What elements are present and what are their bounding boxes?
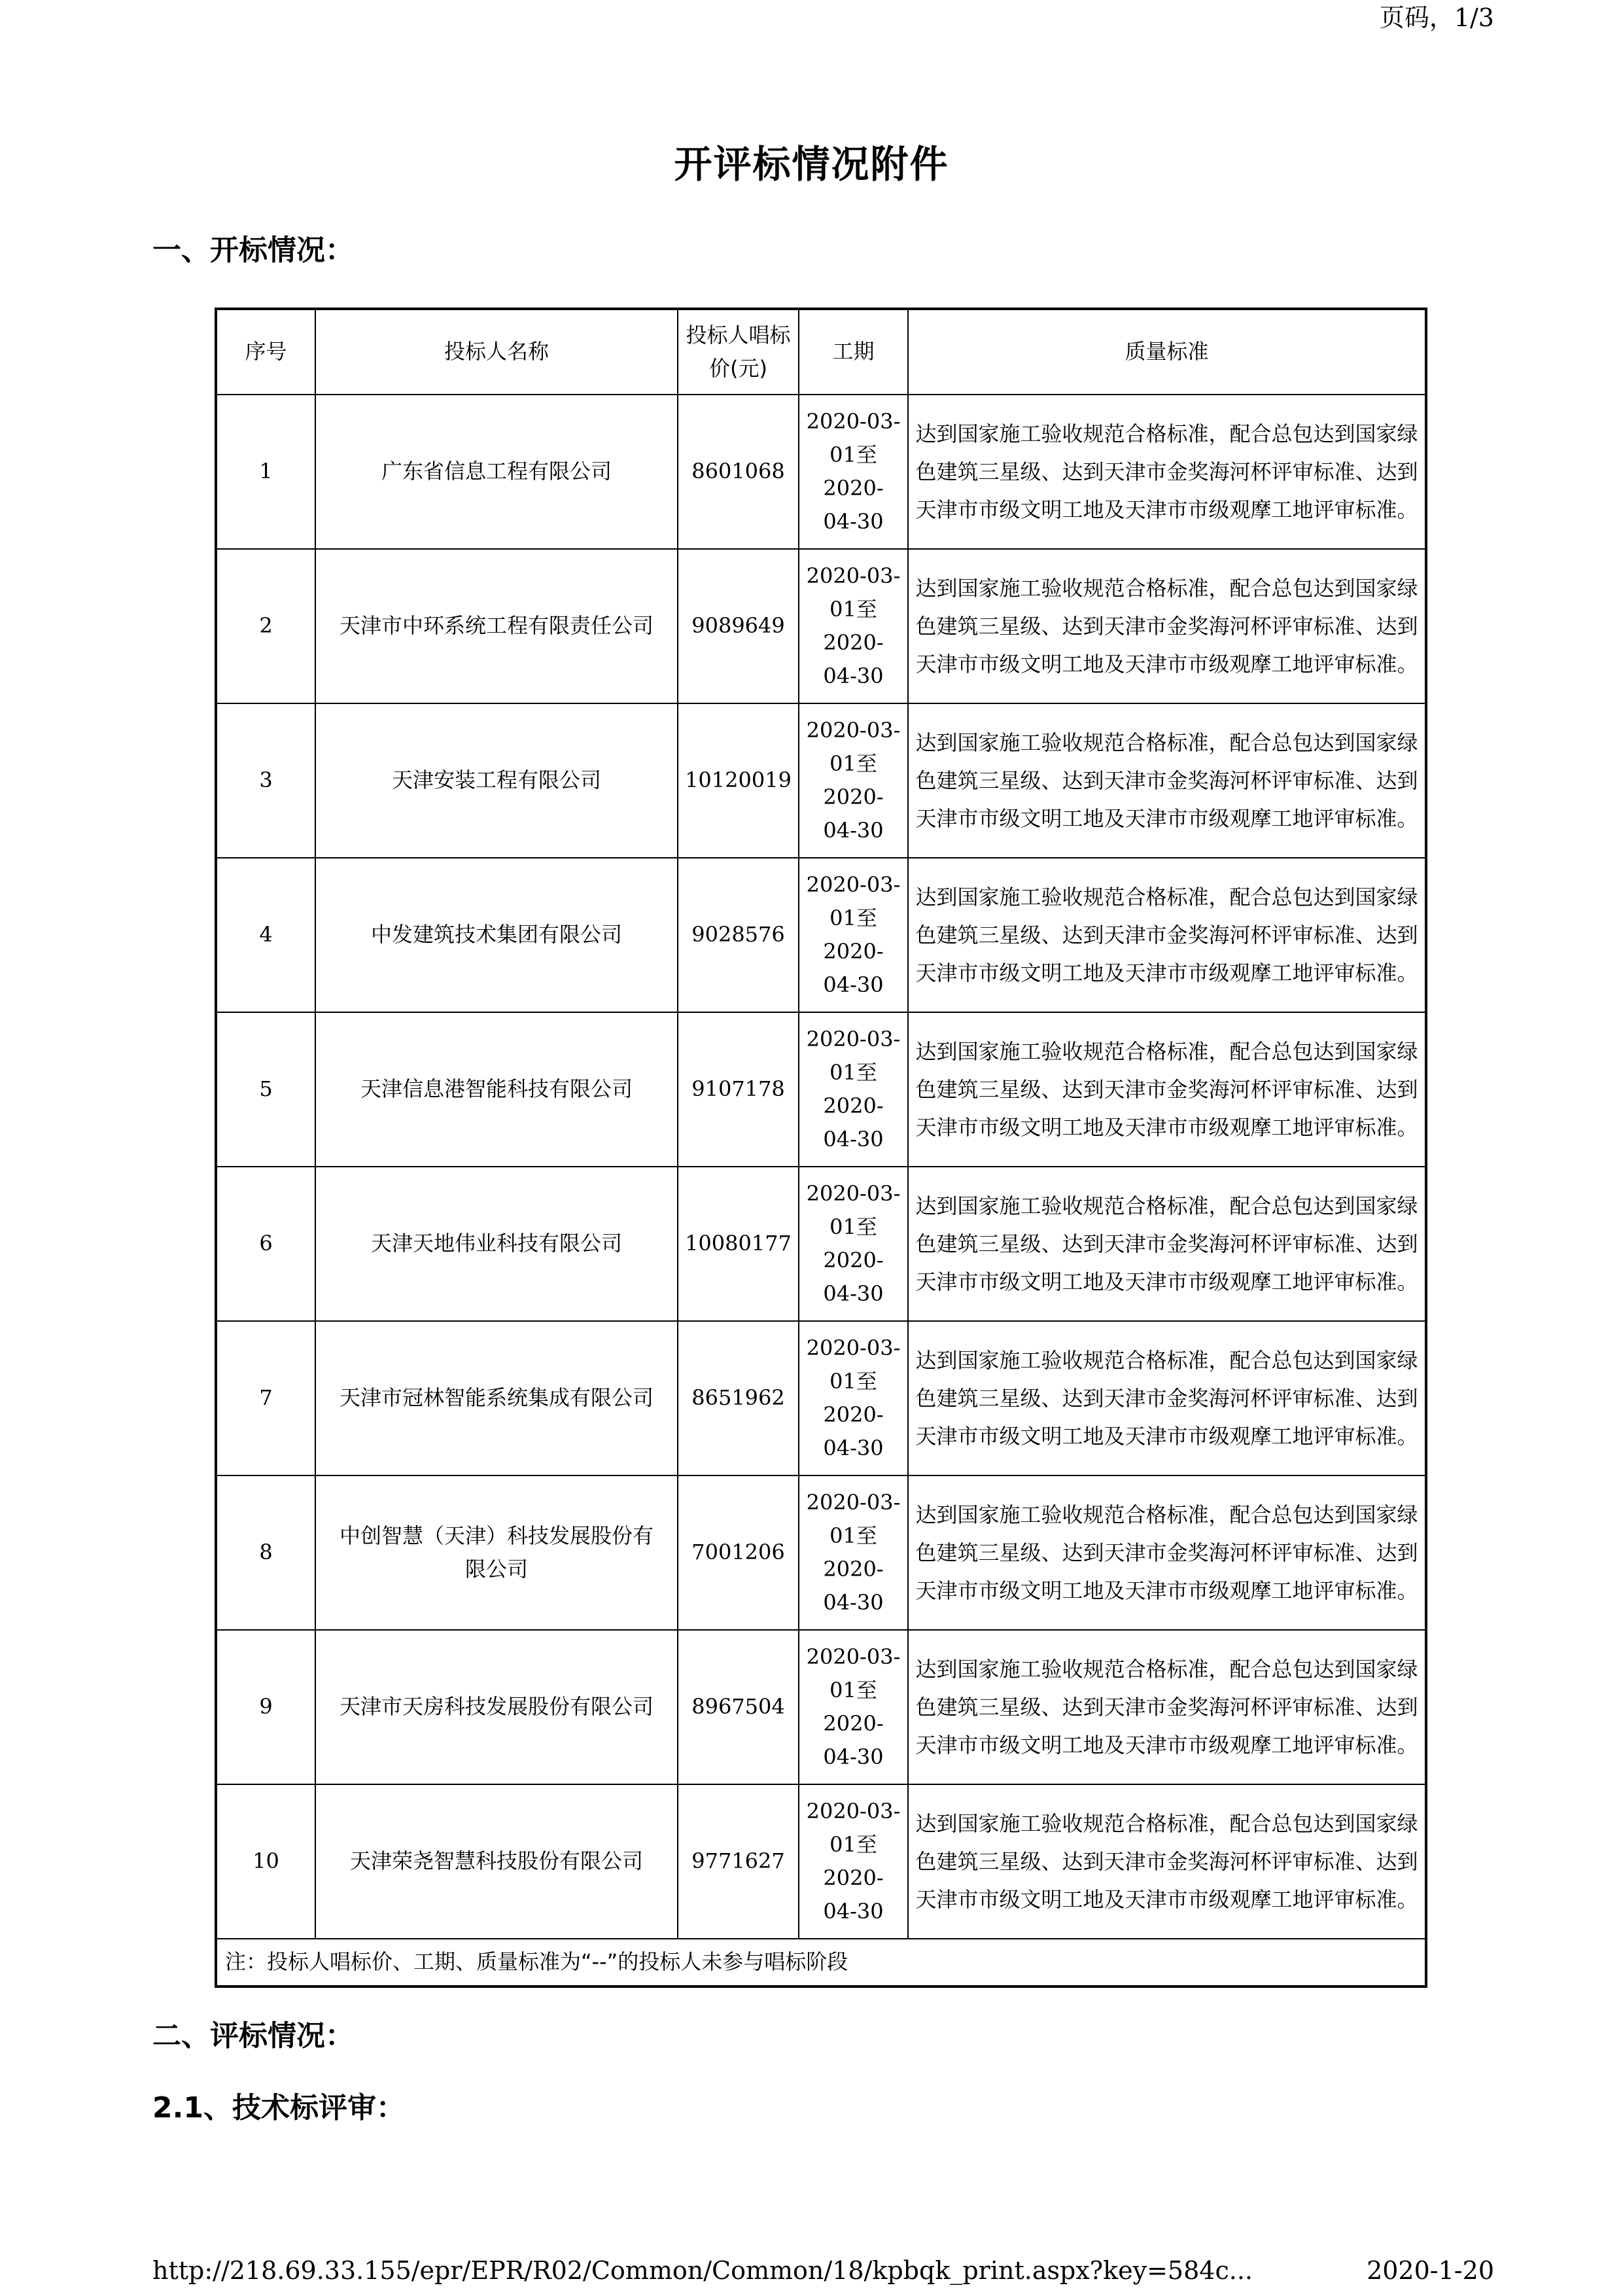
section-heading-technical-review: 2.1、技术标评审： bbox=[152, 2091, 405, 2125]
document-title: 开评标情况附件 bbox=[674, 142, 949, 186]
cell-duration-line1: 2020-03- bbox=[806, 1026, 901, 1051]
cell-bidder bbox=[315, 858, 678, 1012]
cell-duration-line2: 01至2020- bbox=[823, 905, 884, 964]
column-header-bidder: 投标人名称 bbox=[315, 309, 678, 395]
cell-bidder bbox=[315, 1167, 678, 1321]
cell-quality: 达到国家施工验收规范合格标准，配合总包达到国家绿色建筑三星级、达到天津市金奖海河杯评审标准、达到天津市市级文明工地及天津市市级观摩工地评审标准。 bbox=[908, 703, 1426, 858]
cell-bidder-line1: 广东省信息工程有限公司 bbox=[381, 459, 612, 484]
cell-seq: 3 bbox=[216, 703, 315, 858]
column-header-price-line2: 价(元) bbox=[709, 356, 767, 381]
cell-duration-line1: 2020-03- bbox=[806, 1644, 901, 1669]
table-note: 注：投标人唱标价、工期、质量标准为“--”的投标人未参与唱标阶段 bbox=[216, 1939, 1426, 1987]
cell-quality: 达到国家施工验收规范合格标准，配合总包达到国家绿色建筑三星级、达到天津市金奖海河杯评审标准、达到天津市市级文明工地及天津市市级观摩工地评审标准。 bbox=[908, 1475, 1426, 1630]
cell-duration bbox=[799, 1321, 908, 1475]
cell-bidder bbox=[315, 1321, 678, 1475]
cell-price: 9107178 bbox=[678, 1012, 799, 1167]
cell-seq: 6 bbox=[216, 1167, 315, 1321]
table-row bbox=[216, 1630, 1426, 1784]
cell-duration-line3: 04-30 bbox=[823, 663, 884, 689]
table-row bbox=[216, 1012, 1426, 1167]
cell-seq: 5 bbox=[216, 1012, 315, 1167]
cell-bidder-line1: 天津信息港智能科技有限公司 bbox=[360, 1076, 633, 1102]
cell-seq: 9 bbox=[216, 1630, 315, 1784]
cell-quality: 达到国家施工验收规范合格标准，配合总包达到国家绿色建筑三星级、达到天津市金奖海河杯评审标准、达到天津市市级文明工地及天津市市级观摩工地评审标准。 bbox=[908, 1167, 1426, 1321]
cell-duration bbox=[799, 549, 908, 703]
cell-duration bbox=[799, 1475, 908, 1630]
cell-duration-line1: 2020-03- bbox=[806, 1798, 901, 1824]
cell-duration-line2: 01至2020- bbox=[823, 1368, 884, 1427]
cell-bidder-line1: 天津天地伟业科技有限公司 bbox=[370, 1231, 622, 1256]
cell-duration bbox=[799, 395, 908, 549]
cell-bidder bbox=[315, 1475, 678, 1630]
cell-quality: 达到国家施工验收规范合格标准，配合总包达到国家绿色建筑三星级、达到天津市金奖海河杯评审标准、达到天津市市级文明工地及天津市市级观摩工地评审标准。 bbox=[908, 395, 1426, 549]
cell-duration bbox=[799, 703, 908, 858]
cell-duration bbox=[799, 1630, 908, 1784]
cell-bidder-line1: 中创智慧（天津）科技发展股份有 bbox=[339, 1523, 654, 1548]
column-header-seq: 序号 bbox=[216, 309, 315, 395]
cell-duration-line2: 01至2020- bbox=[823, 1677, 884, 1736]
cell-duration-line1: 2020-03- bbox=[806, 1335, 901, 1360]
table-row bbox=[216, 395, 1426, 549]
cell-quality: 达到国家施工验收规范合格标准，配合总包达到国家绿色建筑三星级、达到天津市金奖海河杯评审标准、达到天津市市级文明工地及天津市市级观摩工地评审标准。 bbox=[908, 858, 1426, 1012]
cell-duration-line3: 04-30 bbox=[823, 1281, 884, 1307]
cell-bidder bbox=[315, 703, 678, 858]
cell-quality: 达到国家施工验收规范合格标准，配合总包达到国家绿色建筑三星级、达到天津市金奖海河杯评审标准、达到天津市市级文明工地及天津市市级观摩工地评审标准。 bbox=[908, 1784, 1426, 1939]
table-header-row bbox=[216, 309, 1426, 395]
cell-duration bbox=[799, 1012, 908, 1167]
cell-duration-line1: 2020-03- bbox=[806, 563, 901, 588]
table-row bbox=[216, 549, 1426, 703]
cell-duration-line3: 04-30 bbox=[823, 1436, 884, 1461]
cell-duration bbox=[799, 858, 908, 1012]
cell-duration bbox=[799, 1784, 908, 1939]
cell-quality: 达到国家施工验收规范合格标准，配合总包达到国家绿色建筑三星级、达到天津市金奖海河杯评审标准、达到天津市市级文明工地及天津市市级观摩工地评审标准。 bbox=[908, 1012, 1426, 1167]
cell-bidder-line1: 天津安装工程有限公司 bbox=[391, 768, 601, 793]
cell-bidder bbox=[315, 1784, 678, 1939]
cell-price: 9771627 bbox=[678, 1784, 799, 1939]
cell-bidder-line1: 天津荣尧智慧科技股份有限公司 bbox=[349, 1848, 643, 1874]
table-row bbox=[216, 858, 1426, 1012]
cell-duration-line2: 01至2020- bbox=[823, 1523, 884, 1581]
cell-duration-line2: 01至2020- bbox=[823, 596, 884, 655]
cell-duration-line2: 01至2020- bbox=[823, 1059, 884, 1118]
cell-duration-line1: 2020-03- bbox=[806, 717, 901, 743]
cell-quality: 达到国家施工验收规范合格标准，配合总包达到国家绿色建筑三星级、达到天津市金奖海河杯评审标准、达到天津市市级文明工地及天津市市级观摩工地评审标准。 bbox=[908, 1630, 1426, 1784]
cell-seq: 8 bbox=[216, 1475, 315, 1630]
cell-seq: 2 bbox=[216, 549, 315, 703]
cell-seq: 10 bbox=[216, 1784, 315, 1939]
page-number: 页码，1/3 bbox=[1379, 3, 1494, 32]
cell-price: 10080177 bbox=[678, 1167, 799, 1321]
table-row bbox=[216, 1784, 1426, 1939]
cell-duration-line1: 2020-03- bbox=[806, 1180, 901, 1206]
cell-bidder-line1: 天津市天房科技发展股份有限公司 bbox=[339, 1694, 654, 1720]
cell-duration-line3: 04-30 bbox=[823, 509, 884, 535]
cell-quality: 达到国家施工验收规范合格标准，配合总包达到国家绿色建筑三星级、达到天津市金奖海河杯评审标准、达到天津市市级文明工地及天津市市级观摩工地评审标准。 bbox=[908, 549, 1426, 703]
cell-seq: 1 bbox=[216, 395, 315, 549]
cell-bidder bbox=[315, 395, 678, 549]
section-heading-evaluation: 二、评标情况： bbox=[152, 2019, 354, 2053]
footer-date: 2020-1-20 bbox=[1367, 2256, 1494, 2285]
cell-duration-line3: 04-30 bbox=[823, 1127, 884, 1152]
cell-price: 8601068 bbox=[678, 395, 799, 549]
table-note-row bbox=[216, 1939, 1426, 1987]
cell-price: 9028576 bbox=[678, 858, 799, 1012]
section-heading-bid-opening: 一、开标情况： bbox=[152, 234, 354, 267]
cell-duration-line1: 2020-03- bbox=[806, 408, 901, 434]
cell-bidder-line1: 天津市冠林智能系统集成有限公司 bbox=[339, 1385, 654, 1411]
footer-url: http://218.69.33.155/epr/EPR/R02/Common/Common/18/kpbqk_print.aspx?key=584c... bbox=[152, 2256, 1253, 2285]
cell-price: 9089649 bbox=[678, 549, 799, 703]
cell-bidder-line1: 天津市中环系统工程有限责任公司 bbox=[339, 613, 654, 639]
cell-duration-line2: 01至2020- bbox=[823, 1214, 884, 1273]
table-row bbox=[216, 703, 1426, 858]
cell-duration-line3: 04-30 bbox=[823, 1899, 884, 1924]
table-row bbox=[216, 1167, 1426, 1321]
cell-price: 7001206 bbox=[678, 1475, 799, 1630]
cell-bidder bbox=[315, 1012, 678, 1167]
cell-seq: 7 bbox=[216, 1321, 315, 1475]
cell-bidder-line2: 限公司 bbox=[464, 1557, 528, 1581]
cell-bidder bbox=[315, 549, 678, 703]
cell-duration-line3: 04-30 bbox=[823, 1590, 884, 1616]
cell-duration-line2: 01至2020- bbox=[823, 751, 884, 809]
cell-price: 8967504 bbox=[678, 1630, 799, 1784]
cell-seq: 4 bbox=[216, 858, 315, 1012]
column-header-quality: 质量标准 bbox=[908, 309, 1426, 395]
table-row bbox=[216, 1475, 1426, 1630]
cell-duration-line3: 04-30 bbox=[823, 1744, 884, 1770]
cell-duration bbox=[799, 1167, 908, 1321]
cell-bidder bbox=[315, 1630, 678, 1784]
cell-duration-line2: 01至2020- bbox=[823, 1831, 884, 1890]
table-row bbox=[216, 1321, 1426, 1475]
bid-opening-table bbox=[215, 308, 1427, 1988]
cell-bidder-line1: 中发建筑技术集团有限公司 bbox=[370, 922, 622, 947]
cell-duration-line3: 04-30 bbox=[823, 818, 884, 843]
cell-duration-line1: 2020-03- bbox=[806, 1489, 901, 1515]
column-header-price bbox=[678, 309, 799, 395]
column-header-price-line1: 投标人唱标 bbox=[686, 322, 791, 347]
cell-duration-line1: 2020-03- bbox=[806, 872, 901, 897]
cell-duration-line2: 01至2020- bbox=[823, 442, 884, 501]
cell-quality: 达到国家施工验收规范合格标准，配合总包达到国家绿色建筑三星级、达到天津市金奖海河杯评审标准、达到天津市市级文明工地及天津市市级观摩工地评审标准。 bbox=[908, 1321, 1426, 1475]
cell-price: 10120019 bbox=[678, 703, 799, 858]
cell-duration-line3: 04-30 bbox=[823, 972, 884, 998]
cell-price: 8651962 bbox=[678, 1321, 799, 1475]
column-header-duration: 工期 bbox=[799, 309, 908, 395]
